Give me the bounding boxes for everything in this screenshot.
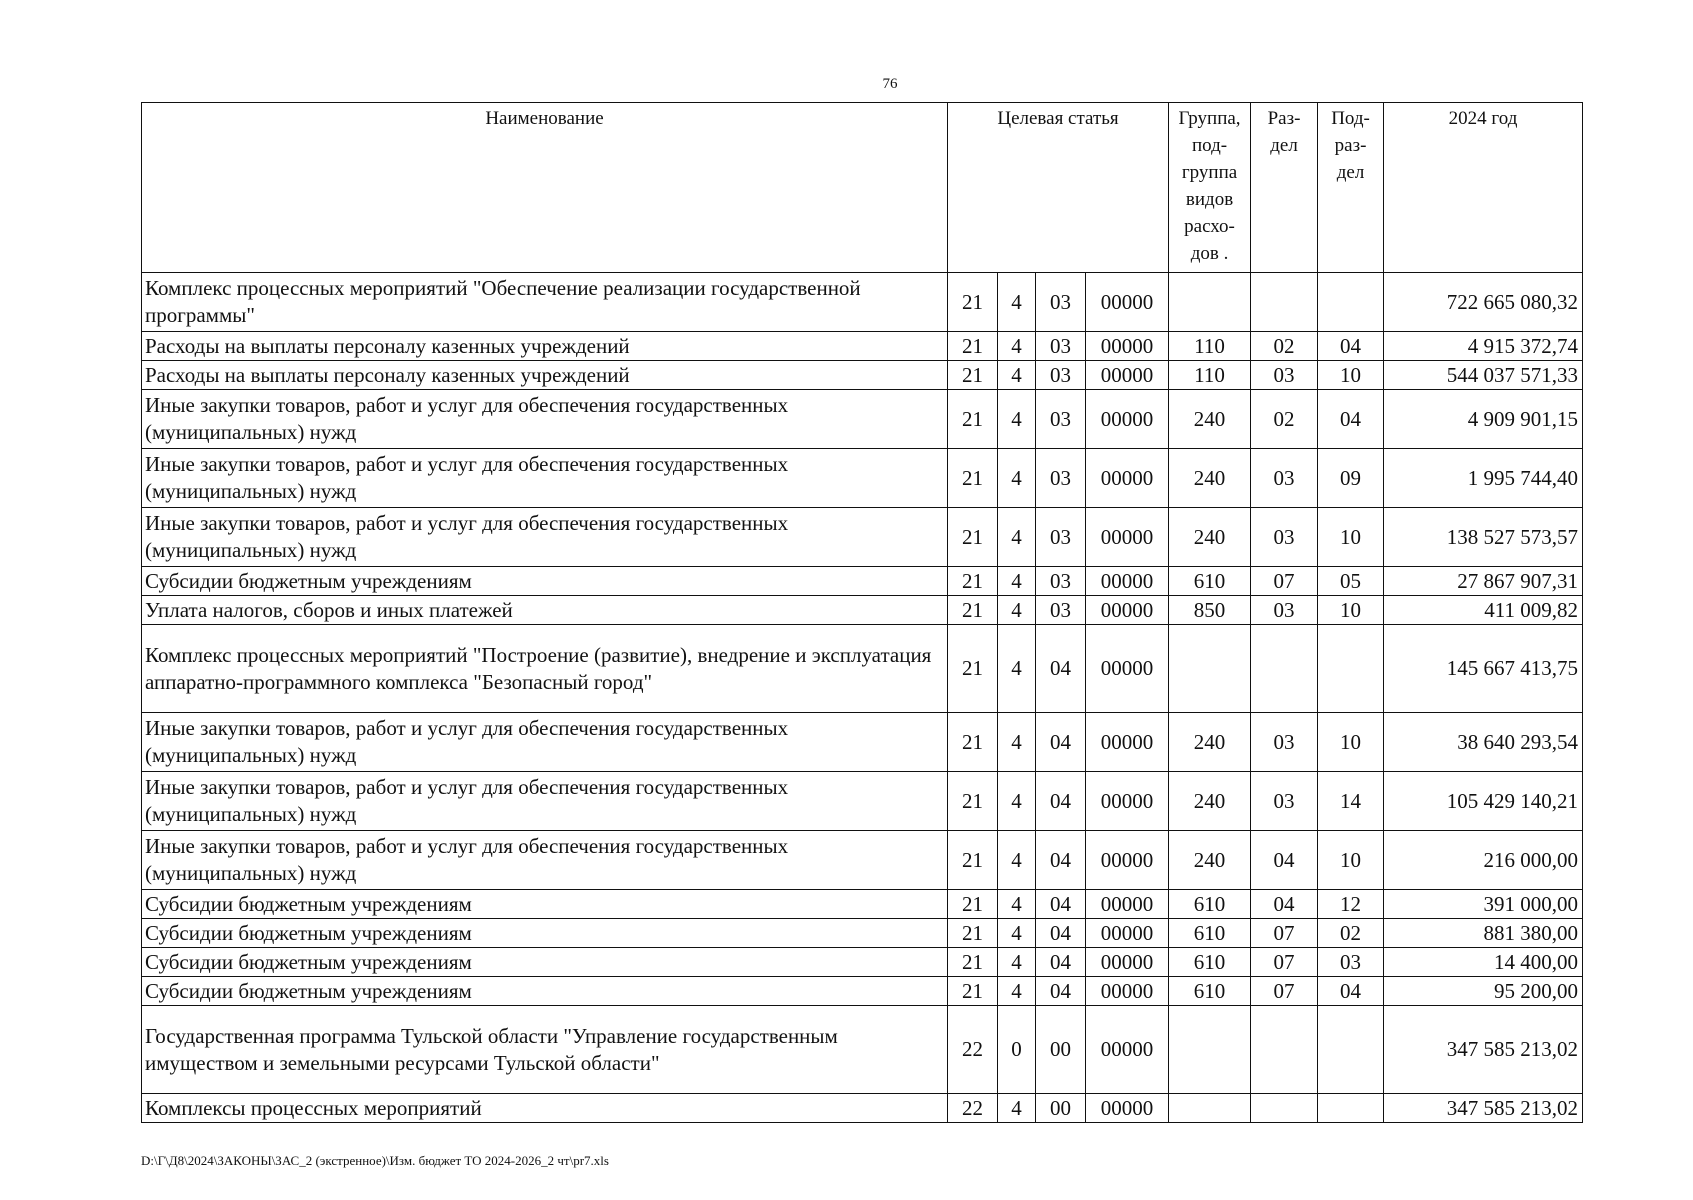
subsection-code: 14 xyxy=(1318,772,1384,831)
target-code-1: 21 xyxy=(948,831,998,890)
expense-group: 240 xyxy=(1169,772,1251,831)
section-code: 03 xyxy=(1251,713,1318,772)
amount-2024: 881 380,00 xyxy=(1384,919,1583,948)
target-code-4: 00000 xyxy=(1086,1094,1169,1123)
expense-group: 610 xyxy=(1169,919,1251,948)
target-code-2: 0 xyxy=(998,1006,1036,1094)
subsection-code: 10 xyxy=(1318,713,1384,772)
expense-group xyxy=(1169,1006,1251,1094)
table-row xyxy=(142,713,1583,772)
subsection-code: 10 xyxy=(1318,831,1384,890)
amount-2024: 347 585 213,02 xyxy=(1384,1006,1583,1094)
amount-2024: 1 995 744,40 xyxy=(1384,449,1583,508)
target-code-3: 03 xyxy=(1036,508,1086,567)
amount-2024: 95 200,00 xyxy=(1384,977,1583,1006)
target-code-3: 03 xyxy=(1036,390,1086,449)
table-row xyxy=(142,390,1583,449)
target-code-1: 21 xyxy=(948,361,998,390)
amount-2024: 4 909 901,15 xyxy=(1384,390,1583,449)
target-code-4: 00000 xyxy=(1086,1006,1169,1094)
amount-2024: 105 429 140,21 xyxy=(1384,772,1583,831)
section-code: 07 xyxy=(1251,567,1318,596)
target-code-1: 21 xyxy=(948,332,998,361)
amount-2024: 4 915 372,74 xyxy=(1384,332,1583,361)
target-code-3: 04 xyxy=(1036,713,1086,772)
subsection-code: 04 xyxy=(1318,977,1384,1006)
page-number: 76 xyxy=(882,76,898,92)
row-name: Иные закупки товаров, работ и услуг для обеспечения государственных (муниципальных) нужд xyxy=(142,390,948,449)
section-code xyxy=(1251,273,1318,332)
amount-2024: 391 000,00 xyxy=(1384,890,1583,919)
row-name: Субсидии бюджетным учреждениям xyxy=(142,977,948,1006)
row-name: Иные закупки товаров, работ и услуг для обеспечения государственных (муниципальных) нужд xyxy=(142,508,948,567)
expense-group xyxy=(1169,625,1251,713)
row-name: Субсидии бюджетным учреждениям xyxy=(142,948,948,977)
section-code: 03 xyxy=(1251,508,1318,567)
subsection-code: 04 xyxy=(1318,332,1384,361)
target-code-2: 4 xyxy=(998,772,1036,831)
section-code: 07 xyxy=(1251,948,1318,977)
expense-group: 610 xyxy=(1169,948,1251,977)
target-code-1: 22 xyxy=(948,1094,998,1123)
table-row xyxy=(142,625,1583,713)
expense-group xyxy=(1169,1094,1251,1123)
table-row xyxy=(142,596,1583,625)
target-code-4: 00000 xyxy=(1086,449,1169,508)
row-name: Иные закупки товаров, работ и услуг для обеспечения государственных (муниципальных) нужд xyxy=(142,449,948,508)
target-code-2: 4 xyxy=(998,625,1036,713)
table-row xyxy=(142,1006,1583,1094)
row-name: Субсидии бюджетным учреждениям xyxy=(142,919,948,948)
subsection-code xyxy=(1318,1006,1384,1094)
target-code-1: 21 xyxy=(948,948,998,977)
table-row xyxy=(142,567,1583,596)
expense-group: 240 xyxy=(1169,713,1251,772)
row-name: Субсидии бюджетным учреждениям xyxy=(142,890,948,919)
subsection-code: 10 xyxy=(1318,596,1384,625)
header-section-text: Раз-дел xyxy=(1267,108,1301,156)
table-row xyxy=(142,948,1583,977)
amount-2024: 347 585 213,02 xyxy=(1384,1094,1583,1123)
target-code-4: 00000 xyxy=(1086,831,1169,890)
target-code-3: 00 xyxy=(1036,1006,1086,1094)
table-row xyxy=(142,332,1583,361)
budget-table xyxy=(141,102,1583,1123)
target-code-2: 4 xyxy=(998,831,1036,890)
target-code-3: 03 xyxy=(1036,273,1086,332)
target-code-4: 00000 xyxy=(1086,508,1169,567)
header-row xyxy=(142,103,1583,273)
row-name: Расходы на выплаты персоналу казенных учреждений xyxy=(142,332,948,361)
table-row xyxy=(142,831,1583,890)
target-code-3: 03 xyxy=(1036,361,1086,390)
row-name: Комплексы процессных мероприятий xyxy=(142,1094,948,1123)
target-code-1: 21 xyxy=(948,890,998,919)
target-code-3: 04 xyxy=(1036,772,1086,831)
target-code-4: 00000 xyxy=(1086,361,1169,390)
expense-group: 850 xyxy=(1169,596,1251,625)
target-code-3: 04 xyxy=(1036,919,1086,948)
target-code-2: 4 xyxy=(998,948,1036,977)
target-code-2: 4 xyxy=(998,596,1036,625)
table-row xyxy=(142,772,1583,831)
amount-2024: 722 665 080,32 xyxy=(1384,273,1583,332)
target-code-3: 04 xyxy=(1036,625,1086,713)
subsection-code: 02 xyxy=(1318,919,1384,948)
table-row xyxy=(142,449,1583,508)
subsection-code: 05 xyxy=(1318,567,1384,596)
row-name: Расходы на выплаты персоналу казенных учреждений xyxy=(142,361,948,390)
section-code xyxy=(1251,625,1318,713)
header-subsection-text: Под-раз-дел xyxy=(1331,108,1370,183)
target-code-2: 4 xyxy=(998,449,1036,508)
target-code-1: 21 xyxy=(948,919,998,948)
table-row xyxy=(142,361,1583,390)
target-code-4: 00000 xyxy=(1086,713,1169,772)
target-code-2: 4 xyxy=(998,919,1036,948)
target-code-4: 00000 xyxy=(1086,625,1169,713)
target-code-1: 21 xyxy=(948,713,998,772)
target-code-4: 00000 xyxy=(1086,273,1169,332)
subsection-code: 10 xyxy=(1318,361,1384,390)
amount-2024: 544 037 571,33 xyxy=(1384,361,1583,390)
target-code-1: 21 xyxy=(948,273,998,332)
target-code-2: 4 xyxy=(998,508,1036,567)
target-code-4: 00000 xyxy=(1086,919,1169,948)
target-code-4: 00000 xyxy=(1086,890,1169,919)
header-group-text: Группа, под-группа видов расхо-дов . xyxy=(1178,108,1241,264)
header-subsection xyxy=(1318,103,1384,273)
section-code: 03 xyxy=(1251,449,1318,508)
target-code-3: 03 xyxy=(1036,332,1086,361)
subsection-code: 09 xyxy=(1318,449,1384,508)
file-path: D:\Г\Д8\2024\ЗАКОНЫ\ЗАС_2 (экстренное)\Изм. бюджет ТО 2024-2026_2 чт\pr7.xls xyxy=(141,1153,609,1168)
amount-2024: 138 527 573,57 xyxy=(1384,508,1583,567)
row-name: Уплата налогов, сборов и иных платежей xyxy=(142,596,948,625)
target-code-2: 4 xyxy=(998,567,1036,596)
target-code-3: 04 xyxy=(1036,831,1086,890)
target-code-1: 21 xyxy=(948,449,998,508)
table-row xyxy=(142,1094,1583,1123)
target-code-2: 4 xyxy=(998,390,1036,449)
section-code xyxy=(1251,1094,1318,1123)
table-row xyxy=(142,977,1583,1006)
target-code-4: 00000 xyxy=(1086,977,1169,1006)
section-code: 03 xyxy=(1251,772,1318,831)
section-code: 07 xyxy=(1251,919,1318,948)
target-code-1: 21 xyxy=(948,508,998,567)
section-code: 07 xyxy=(1251,977,1318,1006)
target-code-2: 4 xyxy=(998,977,1036,1006)
target-code-1: 21 xyxy=(948,977,998,1006)
row-name: Комплекс процессных мероприятий "Обеспечение реализации государственной программы" xyxy=(142,273,948,332)
amount-2024: 27 867 907,31 xyxy=(1384,567,1583,596)
target-code-2: 4 xyxy=(998,890,1036,919)
header-target: Целевая статья xyxy=(948,103,1169,273)
header-group xyxy=(1169,103,1251,273)
target-code-1: 21 xyxy=(948,567,998,596)
header-year: 2024 год xyxy=(1384,103,1583,273)
table-row xyxy=(142,273,1583,332)
table-row xyxy=(142,890,1583,919)
expense-group xyxy=(1169,273,1251,332)
section-code: 02 xyxy=(1251,390,1318,449)
amount-2024: 216 000,00 xyxy=(1384,831,1583,890)
expense-group: 110 xyxy=(1169,332,1251,361)
target-code-4: 00000 xyxy=(1086,772,1169,831)
target-code-3: 04 xyxy=(1036,890,1086,919)
subsection-code xyxy=(1318,273,1384,332)
target-code-3: 03 xyxy=(1036,567,1086,596)
expense-group: 240 xyxy=(1169,449,1251,508)
row-name: Иные закупки товаров, работ и услуг для обеспечения государственных (муниципальных) нужд xyxy=(142,713,948,772)
expense-group: 240 xyxy=(1169,390,1251,449)
target-code-3: 03 xyxy=(1036,596,1086,625)
subsection-code xyxy=(1318,1094,1384,1123)
target-code-2: 4 xyxy=(998,713,1036,772)
target-code-1: 21 xyxy=(948,772,998,831)
section-code: 04 xyxy=(1251,831,1318,890)
expense-group: 240 xyxy=(1169,508,1251,567)
subsection-code: 04 xyxy=(1318,390,1384,449)
target-code-4: 00000 xyxy=(1086,567,1169,596)
target-code-2: 4 xyxy=(998,273,1036,332)
expense-group: 610 xyxy=(1169,890,1251,919)
amount-2024: 145 667 413,75 xyxy=(1384,625,1583,713)
expense-group: 110 xyxy=(1169,361,1251,390)
expense-group: 610 xyxy=(1169,567,1251,596)
row-name: Иные закупки товаров, работ и услуг для обеспечения государственных (муниципальных) нужд xyxy=(142,831,948,890)
subsection-code xyxy=(1318,625,1384,713)
amount-2024: 38 640 293,54 xyxy=(1384,713,1583,772)
amount-2024: 14 400,00 xyxy=(1384,948,1583,977)
target-code-4: 00000 xyxy=(1086,596,1169,625)
target-code-1: 21 xyxy=(948,625,998,713)
row-name: Иные закупки товаров, работ и услуг для обеспечения государственных (муниципальных) нужд xyxy=(142,772,948,831)
expense-group: 240 xyxy=(1169,831,1251,890)
target-code-2: 4 xyxy=(998,361,1036,390)
expense-group: 610 xyxy=(1169,977,1251,1006)
target-code-4: 00000 xyxy=(1086,390,1169,449)
target-code-2: 4 xyxy=(998,1094,1036,1123)
table-row xyxy=(142,508,1583,567)
target-code-1: 21 xyxy=(948,596,998,625)
target-code-1: 22 xyxy=(948,1006,998,1094)
amount-2024: 411 009,82 xyxy=(1384,596,1583,625)
header-name: Наименование xyxy=(142,103,948,273)
target-code-3: 04 xyxy=(1036,948,1086,977)
target-code-3: 00 xyxy=(1036,1094,1086,1123)
section-code: 03 xyxy=(1251,596,1318,625)
target-code-4: 00000 xyxy=(1086,332,1169,361)
header-section xyxy=(1251,103,1318,273)
subsection-code: 03 xyxy=(1318,948,1384,977)
section-code: 04 xyxy=(1251,890,1318,919)
section-code: 02 xyxy=(1251,332,1318,361)
row-name: Комплекс процессных мероприятий "Построение (развитие), внедрение и эксплуатация аппаратно-программного комплекса "Безопасный город" xyxy=(142,625,948,713)
subsection-code: 10 xyxy=(1318,508,1384,567)
target-code-4: 00000 xyxy=(1086,948,1169,977)
section-code: 03 xyxy=(1251,361,1318,390)
subsection-code: 12 xyxy=(1318,890,1384,919)
target-code-1: 21 xyxy=(948,390,998,449)
section-code xyxy=(1251,1006,1318,1094)
table-row xyxy=(142,919,1583,948)
row-name: Государственная программа Тульской области "Управление государственным имуществом и земельными ресурсами Тульской области" xyxy=(142,1006,948,1094)
table-body xyxy=(142,273,1583,1123)
target-code-3: 04 xyxy=(1036,977,1086,1006)
target-code-2: 4 xyxy=(998,332,1036,361)
target-code-3: 03 xyxy=(1036,449,1086,508)
row-name: Субсидии бюджетным учреждениям xyxy=(142,567,948,596)
